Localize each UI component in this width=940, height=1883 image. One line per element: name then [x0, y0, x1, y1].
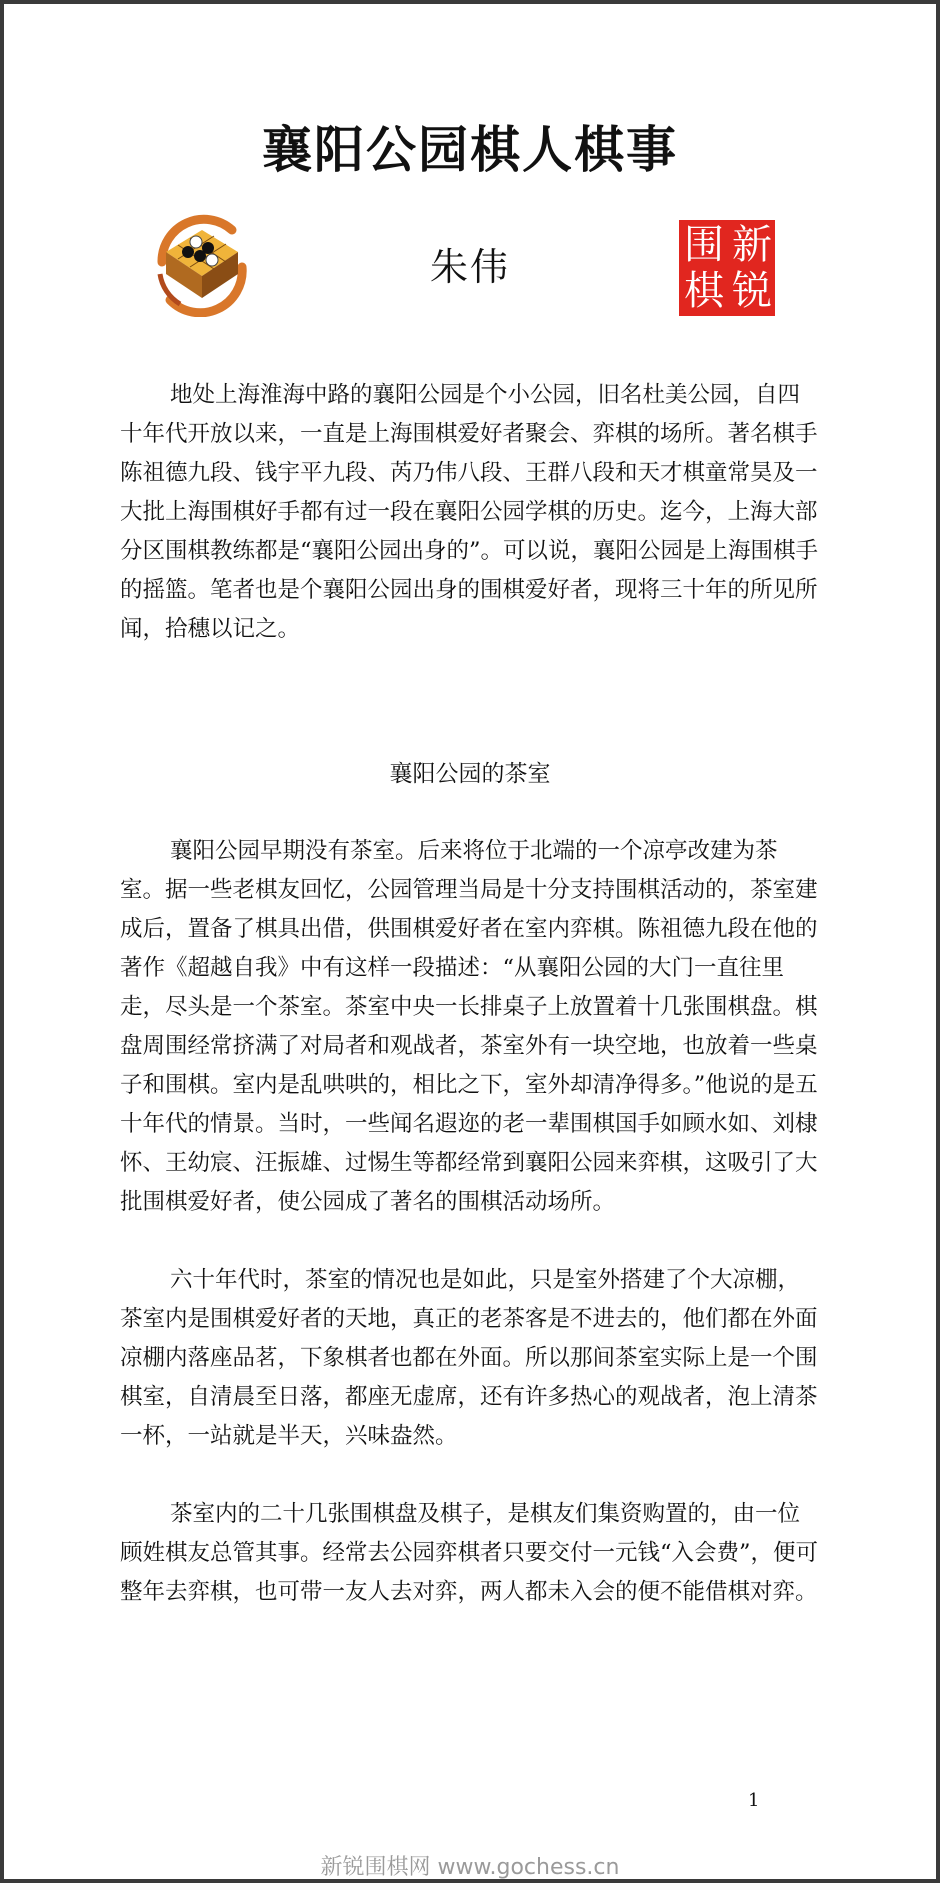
page-number: 1	[748, 1790, 760, 1811]
section-heading: 襄阳公园的茶室	[389, 761, 551, 787]
paragraph: 襄阳公园早期没有茶室。后来将位于北端的一个凉亭改建为茶室。据一些老棋友回忆，公园管理当局是十分支持围棋活动的，茶室建成后，置备了棋具出借，供围棋爱好者在室内弈棋。陈祖德九段在他的著作《超越自我》中有这样一段描述：“从襄阳公园的大门一直往里走，尽头是一个茶室。茶室中央一长排桌子上放置着十几张围棋盘。棋盘周围经常挤满了对局者和观战者，茶室外有一块空地，也放着一些桌子和围棋。室内是乱哄哄的，相比之下，室外却清净得多。”他说的是五十年代的情景。当时，一些闻名遐迩的老一辈围棋国手如顾水如、刘棣怀、王幼宸、汪振雄、过惕生等都经常到襄阳公园来弈棋，这吸引了大批围棋爱好者，使公园成了著名的围棋活动场所。	[120, 838, 818, 1215]
paragraph: 六十年代时，茶室的情况也是如此，只是室外搭建了个大凉棚，茶室内是围棋爱好者的天地，真正的老茶客是不进去的，他们都在外面凉棚内落座品茗，下象棋者也都在外面。所以那间茶室实际上是一个围棋室，自清晨至日落，都座无虚席，还有许多热心的观战者，泡上清茶一杯，一站就是半天，兴味盎然。	[120, 1267, 818, 1449]
author-name: 朱伟	[430, 245, 511, 289]
footer-watermark: 新锐围棋网 www.gochess.cn	[320, 1855, 620, 1880]
seal-stamp	[679, 220, 775, 316]
paragraph: 茶室内的二十几张围棋盘及棋子，是棋友们集资购置的，由一位顾姓棋友总管其事。经常去公园弈棋者只要交付一元钱“入会费”，便可整年去弈棋，也可带一友人去对弈，两人都未入会的便不能借棋对弈。	[120, 1501, 819, 1605]
seal-char: 棋	[684, 268, 724, 314]
seal-char: 围	[684, 222, 724, 268]
paragraph: 地处上海淮海中路的襄阳公园是个小公园，旧名杜美公园，自四十年代开放以来，一直是上海围棋爱好者聚会、弈棋的场所。著名棋手陈祖德九段、钱宇平九段、芮乃伟八段、王群八段和天才棋童常昊及一大批上海围棋好手都有过一段在襄阳公园学棋的历史。迄今，上海大部分区围棋教练都是“襄阳公园出身的”。可以说，襄阳公园是上海围棋手的摇篮。笔者也是个襄阳公园出身的围棋爱好者，现将三十年的所见所闻，拾穗以记之。	[120, 382, 819, 642]
go-board-emblem-icon	[150, 212, 255, 317]
seal-char: 锐	[732, 268, 772, 314]
seal-char: 新	[732, 222, 772, 268]
intro-section	[120, 376, 820, 649]
body-section	[120, 832, 820, 1612]
document-title: 襄阳公园棋人棋事	[262, 121, 678, 179]
